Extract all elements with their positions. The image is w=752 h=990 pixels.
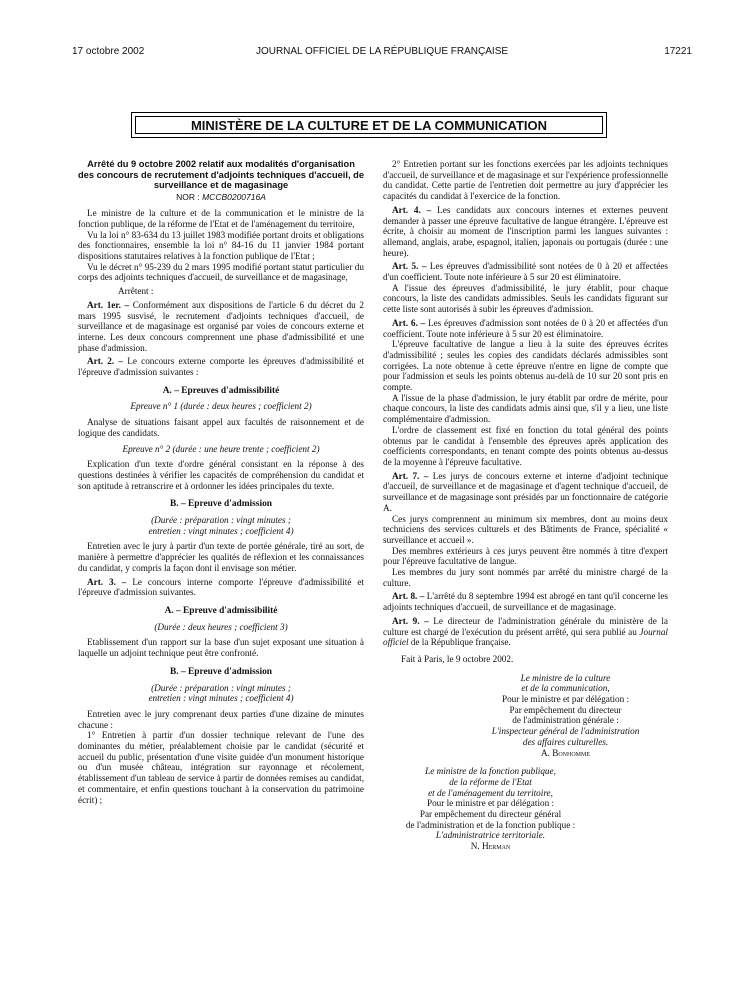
article-8-text: L'arrêté du 8 septembre 1994 est abrogé en tant qu'il concerne les adjoints techniques d'accueil, de surveillance et de magasinage.	[383, 591, 668, 613]
duration-b2-line1: (Durée : préparation : vingt minutes ;	[151, 682, 291, 693]
section-b2-admission: B. – Epreuve d'admission	[170, 666, 272, 677]
ministry-box	[131, 112, 607, 138]
right-column	[383, 159, 668, 852]
sig1-line2: et de la communication,	[521, 683, 610, 694]
nor-label: NOR :	[176, 191, 200, 202]
section-a2-admissibility: A. – Epreuve d'admissibilité	[164, 606, 278, 616]
article-9-text-b: de la République française.	[410, 637, 511, 648]
article-5	[383, 261, 668, 282]
sig2-line7: L'administratrice territoriale.	[435, 830, 546, 841]
article-2-label: Art. 2. –	[87, 356, 123, 367]
entretien2-text: Entretien avec le jury comprenant deux parties d'une dizaine de minutes chacune :	[78, 708, 364, 730]
page-header	[72, 46, 692, 62]
sig1-line7: des affaires culturelles.	[522, 736, 609, 747]
article-3-text: Le concours interne comporte l'épreuve d'admissibilité et l'épreuve d'admission suivantes.	[78, 576, 364, 598]
fait-a-paris: Fait à Paris, le 9 octobre 2002.	[401, 653, 514, 664]
article-6-text: Les épreuves d'admission sont notées de 0 à 20 et affectées d'un coefficient. Toute note inférieure à 5 sur 20 est éliminatoire.	[383, 317, 668, 339]
article-6-paragraph-3: A l'issue de la phase d'admission, le jury établit par ordre de mérite, pour chaque concours, la liste des candidats admis ainsi que, s'il y a lieu, une liste complémentaire d'admission.	[383, 392, 668, 425]
article-8-label: Art. 8. –	[392, 591, 425, 602]
sig2-line4: Pour le ministre et par délégation :	[426, 798, 555, 809]
article-7-paragraph-4: Les membres du jury sont nommés par arrêté du ministre chargé de la culture.	[383, 567, 668, 588]
duration-b-line1: (Durée : préparation : vingt minutes ;	[151, 515, 291, 526]
article-5-label: Art. 5. –	[392, 261, 427, 272]
article-7-text: Les jurys de concours externe et interne d'adjoint technique d'accueil, de surveillance et de magasinage et d'agent technique d'accueil, de surveillance et de magasinage sont présidés par un fonctionnaire de catégorie A.	[383, 470, 668, 513]
duration-b-line2: entretien : vingt minutes ; coefficient 4)	[148, 525, 294, 536]
left-column	[78, 159, 364, 805]
epreuve-2-heading: Epreuve n° 2 (durée : une heure trente ; coefficient 2)	[122, 443, 320, 454]
ministry-title: MINISTÈRE DE LA CULTURE ET DE LA COMMUNICATION	[135, 116, 603, 134]
epreuve-1-text: Analyse de situations faisant appel aux facultés de raisonnement et de logique des candidats.	[78, 417, 364, 438]
paragraph-vu-decret: Vu le décret n° 95-239 du 2 mars 1995 modifié portant statut particulier du corps des adjoints techniques d'accueil, de surveillance et de magasinage,	[78, 261, 364, 283]
item-2: 2° Entretien portant sur les fonctions exercées par les adjoints techniques d'accueil, de surveillance et de magasinage et sur l'expérience professionnelle du candidat. Cette partie de l'entretien doit permettre au jury d'apprécier les capacités du candidat à l'exercice de la fonction.	[383, 159, 668, 202]
decree-title: Arrêté du 9 octobre 2002 relatif aux modalités d'organisation des concours de recrutement d'adjoints techniques d'accueil, de surveillance et de magasinage	[78, 159, 364, 190]
duration-a2: (Durée : deux heures ; coefficient 3)	[154, 621, 288, 632]
rapport-text: Etablissement d'un rapport sur la base d'un sujet exposant une situation à laquelle un adjoint technique peut être confronté.	[78, 637, 364, 659]
article-8	[383, 591, 668, 612]
article-4-label: Art. 4. –	[392, 204, 432, 215]
sig2-line2: de la réforme de l'Etat	[449, 776, 532, 787]
sig1-line3: Pour le ministre et par délégation :	[501, 694, 630, 705]
article-4	[383, 205, 668, 259]
sig1-line4: Par empêchement du directeur	[509, 704, 622, 715]
duration-b2-line2: entretien : vingt minutes ; coefficient 4)	[148, 693, 294, 704]
article-4-text: Les candidats aux concours internes et externes peuvent demander à passer une épreuve facultative de langue étrangère. L'épreuve est écrite, à choisir au moment de l'inscription parmi les langues suivantes : allemand, anglais, arabe, espagnol, italien, japonais ou portugais (durée : une heure).	[383, 204, 668, 258]
sig2-line5: Par empêchement du directeur général	[419, 809, 562, 820]
entretien-text: Entretien avec le jury à partir d'un texte de portée générale, tiré au sort, de manière à permettre d'apprécier les qualités de réflexion et les connaissances du candidat, y compris la façon dont il envisage son métier.	[78, 541, 364, 573]
sig1-line6: L'inspecteur général de l'administration	[491, 726, 640, 737]
article-9-journal: Journal officiel	[383, 626, 668, 648]
paragraph-ministers: Le ministre de la culture et de la communication et le ministre de la fonction publique, de la réforme de l'Etat et de l'aménagement du territoire,	[78, 208, 364, 229]
signature-block-fonction-publique	[383, 766, 598, 852]
article-7-label: Art. 7. –	[392, 470, 429, 481]
article-1	[78, 300, 364, 354]
article-7-paragraph-3: Des membres extérieurs à ces jurys peuvent être nommés à titre d'expert pour l'épreuve facultative de langue.	[383, 545, 668, 567]
article-1-label: Art. 1er. –	[87, 299, 130, 310]
header-page-number: 17221	[664, 46, 692, 57]
article-7	[383, 471, 668, 514]
article-2	[78, 356, 364, 377]
article-6-label: Art. 6. –	[392, 317, 426, 328]
epreuve-1-heading: Epreuve n° 1 (durée : deux heures ; coefficient 2)	[130, 401, 312, 412]
sig2-line1: Le ministre de la fonction publique,	[425, 766, 556, 777]
article-6-paragraph-2: L'épreuve facultative de langue a lieu à la suite des épreuves écrites d'admissibilité ; seules les copies des candidats déclarés admissibles sont corrigées. La note obtenue à cette épreuve n'entre en ligne de compte que pour l'admission et seuls les points obtenus au-delà de 10 sur 20 sont pris en compte.	[383, 339, 668, 393]
header-journal-title: JOURNAL OFFICIEL DE LA RÉPUBLIQUE FRANÇAISE	[255, 46, 509, 57]
article-5-text: Les épreuves d'admissibilité sont notées de 0 à 20 et affectées d'un coefficient. Toute note inférieure à 5 sur 20 est éliminatoire.	[383, 261, 668, 283]
sig1-line1: Le ministre de la culture	[520, 672, 611, 683]
article-3-label: Art. 3. –	[87, 576, 127, 587]
sig2-name: N. Herman	[470, 841, 511, 852]
article-9	[383, 616, 668, 648]
article-2-text: Le concours externe comporte les épreuves d'admissibilité et l'épreuve d'admission suivantes :	[78, 356, 365, 378]
article-1-text: Conformément aux dispositions de l'article 6 du décret du 2 mars 1995 susvisé, le recrutement d'adjoints techniques d'accueil, de surveillance et de magasinage est organisé par voies de concours externe et interne. Les deux concours comprennent une phase d'admissibilité et une phase d'admission.	[78, 299, 364, 353]
paragraph-vu-loi: Vu la loi n° 83-634 du 13 juillet 1983 modifiée portant droits et obligations des fonctionnaires, ensemble la loi n° 84-16 du 11 janvier 1984 portant dispositions statutaires relatives à la fonction publique de l'Etat ;	[78, 229, 364, 262]
nor-value: MCCB0200716A	[202, 191, 266, 202]
sig1-name: A. Bonhomme	[540, 747, 591, 758]
nor-reference	[78, 192, 364, 203]
signature-block-culture	[463, 673, 668, 759]
arretent: Arrêtent :	[118, 286, 154, 297]
article-5-paragraph-2: A l'issue des épreuves d'admissibilité, le jury établit, pour chaque concours, la liste des candidats admissibles. Seuls les candidats figurant sur cette liste sont autorisés à subir les épreuves d'admission.	[383, 282, 668, 315]
article-9-text-a: Le directeur de l'administration générale du ministère de la culture est chargé de l'exécution du présent arrêté, qui sera publié au	[383, 615, 668, 637]
article-3	[78, 577, 364, 598]
header-date: 17 octobre 2002	[72, 46, 145, 57]
epreuve-2-text: Explication d'un texte d'ordre général consistant en la réponse à des questions destinées à vérifier les capacités de compréhension du candidat et son aptitude à retranscrire et à ordonner les idées principales du texte.	[78, 459, 364, 491]
article-7-paragraph-2: Ces jurys comprennent au minimum six membres, dont au moins deux techniciens des services culturels et des Bâtiments de France, spécialité « surveillance et accueil ».	[383, 513, 668, 545]
sig1-line5: de l'administration générale :	[512, 715, 619, 726]
sig2-line6: de l'administration et de la fonction publique :	[405, 819, 576, 830]
article-6-paragraph-4: L'ordre de classement est fixé en fonction du total général des points obtenus par le candidat à l'ensemble des épreuves après application des coefficients correspondants, en tenant compte des points obtenus au-dessus de la moyenne à l'épreuve facultative.	[383, 424, 668, 467]
article-9-label: Art. 9. –	[392, 615, 429, 626]
sig2-line3: et de l'aménagement du territoire,	[428, 787, 553, 798]
section-b-admission: B. – Epreuve d'admission	[170, 499, 272, 510]
item-1: 1° Entretien à partir d'un dossier technique relevant de l'une des dominantes du métier, préalablement choisie par le candidat (sécurité et accueil du public, présentation d'une visite guidée d'un monument historique ou d'un musée château, intégration sur rayonnage et récolement, établissement d'un tableau de service à partir de données remises au candidat, et commentaire, et enfin questions touchant à la conservation du patrimoine écrit) ;	[78, 730, 364, 805]
article-6	[383, 318, 668, 339]
section-a-admissibility: A. – Epreuves d'admissibilité	[162, 385, 280, 396]
